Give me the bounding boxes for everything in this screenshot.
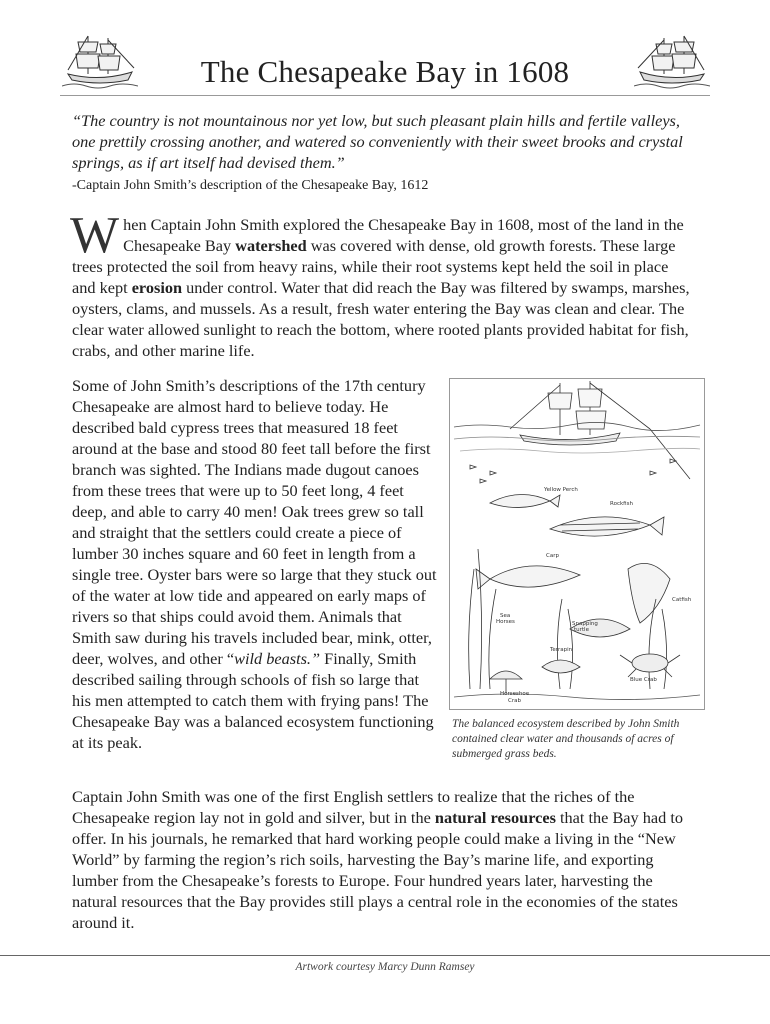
label-catfish: Catfish [672,597,692,603]
ecosystem-illustration [449,378,705,710]
intro-paragraph [70,207,692,361]
text-run: hen Captain John Smith explored the Chesapeake Bay in 1608, most of the land in the Chesapeake Bay [123,215,684,255]
term-watershed: watershed [235,236,307,255]
wild-beasts-phrase: wild beasts.” [234,649,321,668]
descriptions-paragraph [72,375,438,753]
text-run: Finally, Smith described sailing through schools of fish so large that his men attempted to catch them with frying pans! The Chesapeake Bay was a balanced ecosystem functioning at its peak. [72,649,434,752]
label-blue-crab: Blue Crab [630,677,657,683]
text-run: was covered with dense, old growth forests. These large trees protected the soil from heavy rains, while their root systems kept held the soil in place and kept [72,236,676,297]
label-snapping: Snapping [572,621,598,627]
text-run: that the Bay had to offer. In his journals, he remarked that hard working people could make a living in the “New World” by farming the region’s rich soils, harvesting the Bay’s marine life, and exporting lumber from the Chesapeake’s forests to Europe. Four hundred years later, harvesting the natural resources that the Bay provides still plays a central role in the economies of the states around it. [72,808,683,932]
text-run: under control. Water that did reach the Bay was filtered by swamps, marshes, oysters, clams, and mussels. As a result, fresh water entering the Bay was clean and clear. The clear water allowed sunlight to reach the bottom, where rooted plants provided habitat for fish, crabs, and other marine life. [72,278,690,360]
page-header [60,30,710,92]
footer-divider [0,955,770,956]
title-divider [60,95,710,96]
quote-attribution: -Captain John Smith’s description of the Chesapeake Bay, 1612 [72,178,429,193]
page-title: The Chesapeake Bay in 1608 [200,54,570,89]
sailing-ship-icon [634,30,710,92]
label-yellow-perch: Yellow Perch [544,487,578,493]
artwork-credit: Artwork courtesy Marcy Dunn Ramsey [295,961,475,973]
label-crab: Crab [508,698,521,704]
term-erosion: erosion [131,278,183,297]
label-terrapin: Terrapin [550,647,573,653]
label-sea: Sea [500,613,511,619]
text-run: Some of John Smith’s descriptions of the 17th century Chesapeake are almost hard to believe today. He described bald cypress trees that measured 18 feet around at the base and stood 80 feet tall before the first branch was sighted. The Indians made dugout canoes from these trees that were up to 50 feet long, 4 feet deep, and able to carry 40 men! Oak trees grew so tall and straight that the settlers could create a piece of lumber 30 inches square and 60 feet in length from a single tree. Oyster bars were so large that they stuck out of the water at low tide and appeared on early maps of rivers so that ships could avoid them. Animals that Smith saw during his travels included bear, mink, otter, deer, wolves, and other “ [72,376,437,668]
figure-caption: The balanced ecosystem described by John Smith contained clear water and thousands of acres of submerged grass beds. [452,718,680,760]
label-horseshoe: Horseshoe [500,691,530,697]
text-run: Captain John Smith was one of the first English settlers to realize that the riches of the Chesapeake region lay not in gold and silver, but in the [72,787,635,827]
resources-paragraph [72,786,692,933]
smith-quote: “The country is not mountainous nor yet low, but such pleasant plain hills and fertile valleys, one prettily crossing another, and watered so conveniently with their sweet brooks and crystal springs, as if art itself had devised them.” [72,111,683,172]
ecosystem-drawing [450,379,704,709]
label-turtle: turtle [574,627,589,633]
term-natural-resources: natural resources [434,808,556,827]
drop-cap: W [70,207,120,264]
label-horses: Horses [496,619,515,625]
label-carp: Carp [546,553,559,559]
label-rockfish: Rockfish [610,501,633,507]
